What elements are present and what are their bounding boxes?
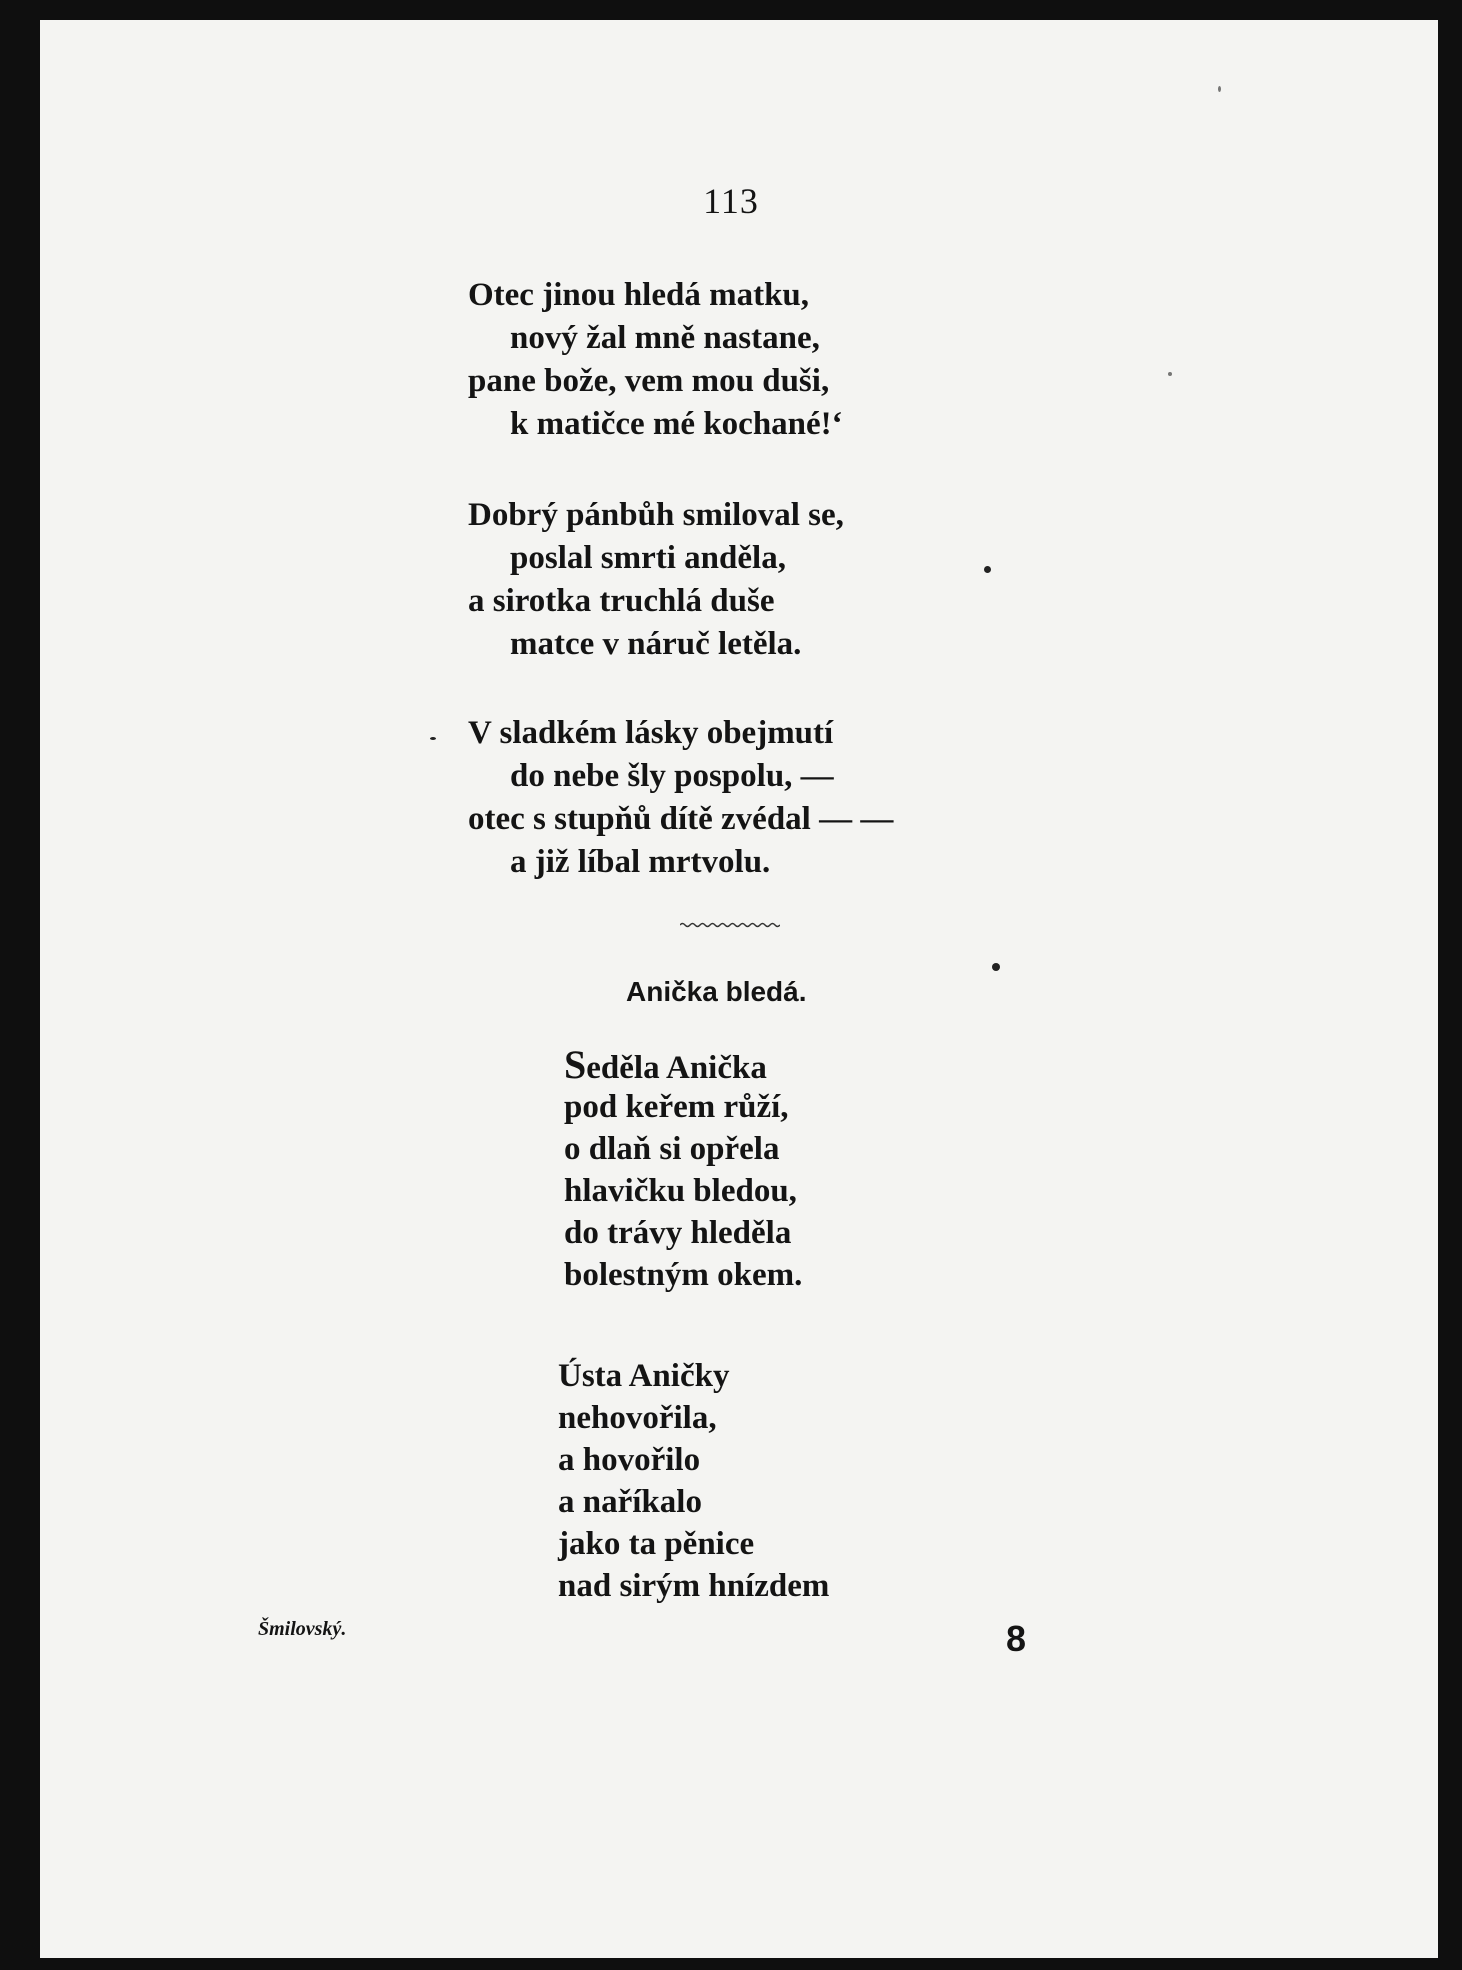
poem1-stanza-3 bbox=[468, 712, 893, 884]
verse-line: Ústa Aničky bbox=[558, 1358, 730, 1394]
verse-line: pod keřem růží, bbox=[564, 1089, 789, 1125]
scan-speck bbox=[430, 737, 436, 740]
verse-line: bolestným okem. bbox=[564, 1257, 803, 1293]
poem1-stanza-2 bbox=[468, 494, 844, 666]
drop-cap: S bbox=[564, 1042, 587, 1087]
scan-speck bbox=[1218, 86, 1221, 92]
scan-speck bbox=[992, 963, 1000, 971]
verse-line: V sladkém lásky obejmutí bbox=[468, 715, 834, 751]
poem2-stanza-2 bbox=[558, 1355, 829, 1607]
verse-line: otec s stupňů dítě zvédal — — bbox=[468, 801, 894, 837]
scan-speck bbox=[984, 566, 991, 573]
scan-speck bbox=[1168, 372, 1172, 376]
verse-line: a již líbal mrtvolu. bbox=[510, 844, 771, 880]
verse-line: pane bože, vem mou duši, bbox=[468, 363, 830, 399]
verse-line: Otec jinou hledá matku, bbox=[468, 277, 810, 313]
poem1-stanza-1 bbox=[468, 274, 843, 446]
verse-line-text: eděla Anička bbox=[586, 1050, 767, 1086]
verse-line: a sirotka truchlá duše bbox=[468, 583, 775, 619]
verse-line: poslal smrti anděla, bbox=[510, 540, 786, 576]
verse-line: do nebe šly pospolu, — bbox=[510, 758, 834, 794]
verse-line: a naříkalo bbox=[558, 1484, 702, 1520]
verse-line: nový žal mně nastane, bbox=[510, 320, 820, 356]
poem2-stanza-1 bbox=[564, 1044, 802, 1296]
verse-line: do trávy hleděla bbox=[564, 1215, 792, 1251]
verse-line: k matičce mé kochané!‘ bbox=[510, 406, 843, 442]
verse-line: matce v náruč letěla. bbox=[510, 626, 802, 662]
poem-title: Anička bledá. bbox=[626, 976, 807, 1007]
page-number: 113 bbox=[703, 181, 759, 221]
verse-line bbox=[564, 1044, 802, 1086]
wavy-separator bbox=[680, 922, 780, 928]
signature-mark: Šmilovský. bbox=[258, 1618, 347, 1640]
signature-number: 8 bbox=[1006, 1618, 1027, 1659]
verse-line: hlavičku bledou, bbox=[564, 1173, 797, 1209]
verse-line: Dobrý pánbůh smiloval se, bbox=[468, 497, 844, 533]
verse-line: a hovořilo bbox=[558, 1442, 701, 1478]
verse-line: nehovořila, bbox=[558, 1400, 717, 1436]
verse-line: jako ta pěnice bbox=[558, 1526, 755, 1562]
verse-line: nad sirým hnízdem bbox=[558, 1568, 830, 1604]
verse-line: o dlaň si opřela bbox=[564, 1131, 780, 1167]
